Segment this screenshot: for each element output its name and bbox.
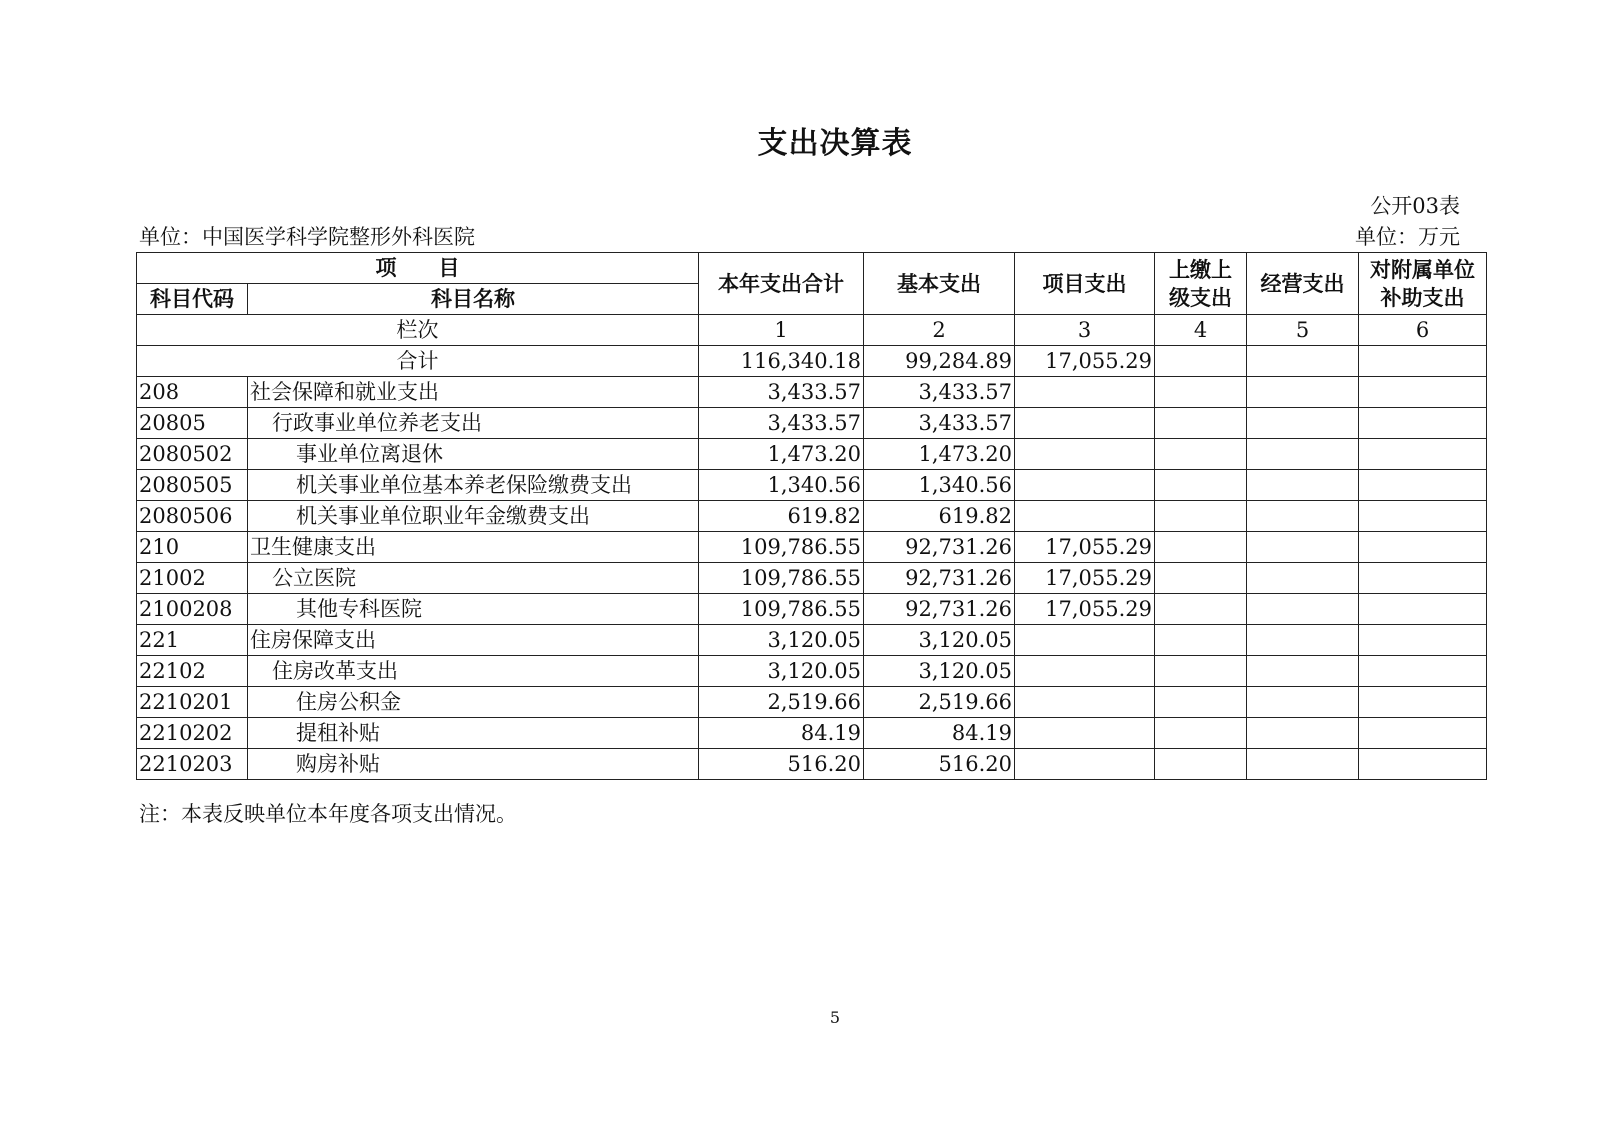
table-row xyxy=(137,408,1487,439)
row-code: 2080502 xyxy=(137,439,248,470)
header-upper-payment xyxy=(1155,253,1247,315)
empty-cell xyxy=(1359,656,1487,687)
empty-cell xyxy=(1359,439,1487,470)
empty-cell xyxy=(1247,470,1359,501)
row-basic: 2,519.66 xyxy=(864,687,1015,718)
empty-cell xyxy=(1247,594,1359,625)
row-name: 住房保障支出 xyxy=(248,625,699,656)
row-code: 221 xyxy=(137,625,248,656)
empty-cell xyxy=(1247,346,1359,377)
column-number: 2 xyxy=(864,315,1015,346)
table-row xyxy=(137,439,1487,470)
empty-cell xyxy=(1155,563,1247,594)
row-code: 20805 xyxy=(137,408,248,439)
empty-cell xyxy=(1155,625,1247,656)
empty-cell xyxy=(1155,501,1247,532)
row-code: 22102 xyxy=(137,656,248,687)
row-total: 2,519.66 xyxy=(699,687,864,718)
row-name: 事业单位离退休 xyxy=(248,439,699,470)
row-name: 公立医院 xyxy=(248,563,699,594)
header-total: 本年支出合计 xyxy=(699,253,864,315)
empty-cell xyxy=(1155,594,1247,625)
row-basic: 92,731.26 xyxy=(864,563,1015,594)
row-project xyxy=(1015,377,1155,408)
total-amount: 116,340.18 xyxy=(699,346,864,377)
row-basic: 3,120.05 xyxy=(864,625,1015,656)
row-total: 3,120.05 xyxy=(699,656,864,687)
header-upper-line1: 上缴上 xyxy=(1169,256,1232,282)
row-total: 3,120.05 xyxy=(699,625,864,656)
row-name: 行政事业单位养老支出 xyxy=(248,408,699,439)
row-total: 109,786.55 xyxy=(699,594,864,625)
header-subsidiary xyxy=(1359,253,1487,315)
header-upper-line2: 级支出 xyxy=(1169,284,1232,310)
table-row xyxy=(137,594,1487,625)
empty-cell xyxy=(1247,687,1359,718)
row-basic: 84.19 xyxy=(864,718,1015,749)
currency-unit: 单位：万元 xyxy=(1355,225,1460,249)
row-basic: 1,473.20 xyxy=(864,439,1015,470)
table-row xyxy=(137,656,1487,687)
column-number: 5 xyxy=(1247,315,1359,346)
empty-cell xyxy=(1359,532,1487,563)
expenditure-table xyxy=(136,252,1487,780)
table-row xyxy=(137,718,1487,749)
row-basic: 92,731.26 xyxy=(864,594,1015,625)
header-subsidiary-line2: 补助支出 xyxy=(1380,284,1465,310)
empty-cell xyxy=(1247,501,1359,532)
empty-cell xyxy=(1247,749,1359,780)
row-code: 2210203 xyxy=(137,749,248,780)
row-basic: 92,731.26 xyxy=(864,532,1015,563)
total-basic: 99,284.89 xyxy=(864,346,1015,377)
row-project: 17,055.29 xyxy=(1015,563,1155,594)
header-code: 科目代码 xyxy=(137,284,248,315)
column-label: 栏次 xyxy=(137,315,699,346)
row-total: 3,433.57 xyxy=(699,408,864,439)
table-row xyxy=(137,501,1487,532)
column-number: 1 xyxy=(699,315,864,346)
row-project xyxy=(1015,749,1155,780)
header-subsidiary-line1: 对附属单位 xyxy=(1370,256,1475,282)
row-basic: 1,340.56 xyxy=(864,470,1015,501)
row-project xyxy=(1015,687,1155,718)
empty-cell xyxy=(1155,687,1247,718)
row-total: 516.20 xyxy=(699,749,864,780)
row-project: 17,055.29 xyxy=(1015,594,1155,625)
row-project xyxy=(1015,470,1155,501)
empty-cell xyxy=(1247,532,1359,563)
row-basic: 3,433.57 xyxy=(864,377,1015,408)
row-name: 购房补贴 xyxy=(248,749,699,780)
row-total: 1,473.20 xyxy=(699,439,864,470)
table-note: 注：本表反映单位本年度各项支出情况。 xyxy=(139,802,517,826)
column-number: 6 xyxy=(1359,315,1487,346)
page-title: 支出决算表 xyxy=(757,126,913,161)
empty-cell xyxy=(1155,346,1247,377)
row-name: 社会保障和就业支出 xyxy=(248,377,699,408)
row-code: 2100208 xyxy=(137,594,248,625)
empty-cell xyxy=(1155,656,1247,687)
row-code: 210 xyxy=(137,532,248,563)
row-name: 住房公积金 xyxy=(248,687,699,718)
empty-cell xyxy=(1247,408,1359,439)
total-project: 17,055.29 xyxy=(1015,346,1155,377)
row-basic: 516.20 xyxy=(864,749,1015,780)
empty-cell xyxy=(1247,656,1359,687)
empty-cell xyxy=(1359,563,1487,594)
empty-cell xyxy=(1359,346,1487,377)
table-row xyxy=(137,532,1487,563)
reporting-unit: 单位：中国医学科学院整形外科医院 xyxy=(139,225,475,249)
empty-cell xyxy=(1155,532,1247,563)
empty-cell xyxy=(1155,470,1247,501)
row-name: 卫生健康支出 xyxy=(248,532,699,563)
row-code: 2210202 xyxy=(137,718,248,749)
row-project xyxy=(1015,408,1155,439)
column-number: 3 xyxy=(1015,315,1155,346)
row-name: 提租补贴 xyxy=(248,718,699,749)
row-name: 住房改革支出 xyxy=(248,656,699,687)
row-project xyxy=(1015,501,1155,532)
header-project-expense: 项目支出 xyxy=(1015,253,1155,315)
row-total: 619.82 xyxy=(699,501,864,532)
row-total: 109,786.55 xyxy=(699,532,864,563)
row-total: 84.19 xyxy=(699,718,864,749)
table-row xyxy=(137,563,1487,594)
row-name: 其他专科医院 xyxy=(248,594,699,625)
row-basic: 3,433.57 xyxy=(864,408,1015,439)
empty-cell xyxy=(1155,718,1247,749)
total-label: 合计 xyxy=(137,346,699,377)
header-project: 项 目 xyxy=(137,253,699,284)
empty-cell xyxy=(1247,563,1359,594)
page-number: 5 xyxy=(829,1008,841,1027)
form-number: 公开03表 xyxy=(1370,194,1460,218)
row-project xyxy=(1015,656,1155,687)
empty-cell xyxy=(1359,501,1487,532)
table-row xyxy=(137,470,1487,501)
column-number-row xyxy=(137,315,1487,346)
row-project: 17,055.29 xyxy=(1015,532,1155,563)
empty-cell xyxy=(1247,625,1359,656)
row-project xyxy=(1015,439,1155,470)
empty-cell xyxy=(1359,625,1487,656)
row-basic: 3,120.05 xyxy=(864,656,1015,687)
header-basic: 基本支出 xyxy=(864,253,1015,315)
empty-cell xyxy=(1359,687,1487,718)
empty-cell xyxy=(1155,749,1247,780)
table-row xyxy=(137,625,1487,656)
row-name: 机关事业单位职业年金缴费支出 xyxy=(248,501,699,532)
row-project xyxy=(1015,718,1155,749)
row-total: 109,786.55 xyxy=(699,563,864,594)
empty-cell xyxy=(1247,377,1359,408)
row-total: 3,433.57 xyxy=(699,377,864,408)
empty-cell xyxy=(1247,718,1359,749)
row-code: 21002 xyxy=(137,563,248,594)
row-code: 2080506 xyxy=(137,501,248,532)
empty-cell xyxy=(1359,377,1487,408)
row-basic: 619.82 xyxy=(864,501,1015,532)
empty-cell xyxy=(1155,439,1247,470)
row-code: 2210201 xyxy=(137,687,248,718)
row-total: 1,340.56 xyxy=(699,470,864,501)
empty-cell xyxy=(1359,470,1487,501)
empty-cell xyxy=(1359,594,1487,625)
header-name: 科目名称 xyxy=(248,284,699,315)
empty-cell xyxy=(1359,718,1487,749)
empty-cell xyxy=(1155,408,1247,439)
empty-cell xyxy=(1155,377,1247,408)
row-project xyxy=(1015,625,1155,656)
row-name: 机关事业单位基本养老保险缴费支出 xyxy=(248,470,699,501)
empty-cell xyxy=(1359,749,1487,780)
table-row xyxy=(137,749,1487,780)
table-row xyxy=(137,687,1487,718)
column-number: 4 xyxy=(1155,315,1247,346)
empty-cell xyxy=(1359,408,1487,439)
empty-cell xyxy=(1247,439,1359,470)
table-row xyxy=(137,377,1487,408)
row-code: 208 xyxy=(137,377,248,408)
total-row xyxy=(137,346,1487,377)
row-code: 2080505 xyxy=(137,470,248,501)
header-business: 经营支出 xyxy=(1247,253,1359,315)
